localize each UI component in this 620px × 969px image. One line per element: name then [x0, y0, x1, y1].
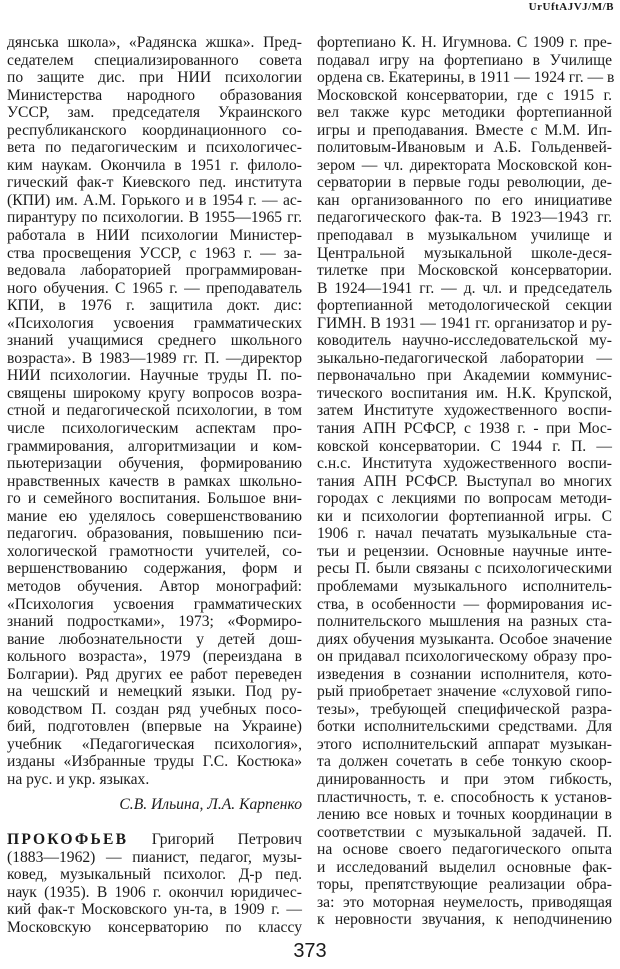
text-line: В 1924—1941 гг. — д. чл. и председатель [317, 279, 612, 297]
text-line: ководитель научно-исследовательской му- [317, 332, 612, 350]
text-line: вета по педагогическим и психологичес- [7, 139, 302, 157]
text-line: тического воспитания им. Н.К. Крупской, [317, 384, 612, 402]
text-line: и исследований выделил основные фак- [317, 858, 612, 876]
right-column [317, 34, 615, 929]
text-line: работала в НИИ психологии Министер- [7, 227, 302, 245]
text-line: ководством П. создан ряд учебных посо- [7, 700, 302, 718]
entry-name-rest: Григорий Петрович [151, 831, 302, 849]
text-line: вершенствованию содержания, форм и [7, 560, 302, 578]
text-line: ства, в особенности — формирования ис- [317, 595, 612, 613]
running-head: UrUftAJVJ/M/B [528, 1, 614, 13]
text-line: кольного возраста», 1979 (переиздана в [7, 648, 302, 666]
text-line: на чешский и немецкий языки. Под ру- [7, 683, 302, 701]
text-line: «Психология усвоения грамматических [7, 595, 302, 613]
text-line: КПИ, в 1976 г. защитила докт. дис: [7, 297, 302, 315]
text-line: стной и педагогической психологии, в том [7, 402, 302, 420]
page-number: 373 [293, 940, 327, 962]
text-line: ведовала лабораторией программирован- [7, 262, 302, 280]
text-line: ковской консерватории. С 1944 г. П. — [317, 437, 612, 455]
text-line: этого исполнительский аппарат музыкан- [317, 735, 612, 753]
text-line: священы широкому кругу вопросов возра- [7, 384, 302, 402]
text-line: за: это моторная неумелость, приводящая [317, 893, 612, 911]
text-line: изданы «Избранные труды Г.С. Костюка» [7, 753, 302, 771]
text-line: ботки исполнительскими средствами. Для [317, 718, 612, 736]
text-line: Центральной музыкальной школе-деся- [317, 244, 612, 262]
text-line: учебник «Педагогическая психология», [7, 735, 302, 753]
text-line: возраста». В 1983—1989 гг. П. —директор [7, 349, 302, 367]
text-line: (КПИ) им. А.М. Горького и в 1954 г. — ас- [7, 191, 302, 209]
text-line: наук (1935). В 1906 г. окончил юридичес- [7, 883, 302, 901]
text-line: ГИМН. В 1931 — 1941 гг. организатор и ру- [317, 314, 612, 332]
text-line: городах с лекциями по вопросам методи- [317, 490, 612, 508]
text-line: методов обучения. Автор монографий: [7, 577, 302, 595]
text-line: вание любознательности у детей дош- [7, 630, 302, 648]
text-line: Министерства народного образования [7, 86, 302, 104]
text-line: го и семейного воспитания. Большое вни- [7, 490, 302, 508]
text-line: преподавал в музыкальном училище и [317, 227, 612, 245]
text-line: полнительского мышления на разных ста- [317, 613, 612, 631]
text-line: знаний учащимися среднего школьного [7, 332, 302, 350]
text-line: Болгарии). Ряд других ее работ переведен [7, 665, 302, 683]
text-line: подавал игру на фортепиано в Училище [317, 51, 612, 69]
text-line: на основе своего педагогического опыта [317, 841, 612, 859]
author-signature: С.В. Ильина, Л.А. Карпенко [119, 795, 302, 813]
entry-first-line [7, 831, 302, 849]
text-line: соответствии с музыкальной задачей. П. [317, 823, 612, 841]
text-line: диях обучения музыканта. Особое значение [317, 630, 612, 648]
text-line: ковед, музыкальный психолог. Д-р пед. [7, 866, 302, 884]
text-line: тьи и рецензии. Основные научные инте- [317, 542, 612, 560]
text-line: тезы», требующей специфической разра- [317, 700, 612, 718]
text-line: пирантуру по психологии. В 1955—1965 гг. [7, 209, 302, 227]
text-line: ки и психологии фортепианной игры. С [317, 507, 612, 525]
text-line: тилетке при Московской консерватории. [317, 262, 612, 280]
text-line: пьютеризации обучения, формированию [7, 455, 302, 473]
text-line: по защите дис. при НИИ психологии [7, 69, 302, 87]
entry-heading: ПРОКОФЬЕВ [7, 831, 129, 849]
text-line: вел также курс методики фортепианной [317, 104, 612, 122]
text-line: 1906 г. начал печатать музыкальные ста- [317, 525, 612, 543]
text-line: тания АПН РСФСР. Выступал во многих [317, 472, 612, 490]
text-line: республиканского координационного со- [7, 121, 302, 139]
text-line: политовым-Ивановым и А.Б. Гольденвей- [317, 139, 612, 157]
text-line: Московской консерватории, где с 1915 г. [317, 86, 612, 104]
text-line: он придавал психологическому образу про- [317, 648, 612, 666]
text-line: знаний подростками», 1973; «Формиро- [7, 613, 302, 631]
text-line: гический фак-т Киевского пед. института [7, 174, 302, 192]
text-line: та должен сочетать в себе тонкую скоор- [317, 753, 612, 771]
text-line: ства просвещения УССР, с 1963 г. — за- [7, 244, 302, 262]
text-line: УССР, зам. председателя Украинского [7, 104, 302, 122]
text-line: проблемами музыкального исполнитель- [317, 577, 612, 595]
text-line: пластичность, т. е. способность к установ- [317, 788, 612, 806]
text-line: «Психология усвоения грамматических [7, 314, 302, 332]
text-line: кий фак-т Московского ун-та, в 1909 г. — [7, 901, 302, 919]
text-line: бий, подготовлен (впервые на Украине) [7, 718, 302, 736]
text-line: фортепиано К. Н. Игумнова. С 1909 г. пре- [317, 34, 612, 51]
text-line: педагогического фак-та. В 1923—1943 гг. [317, 209, 612, 227]
text-line: на рус. и укр. языках. [7, 770, 150, 788]
text-line: кан организованного по его инициативе [317, 191, 612, 209]
text-line: педагогич. образования, повышению пси- [7, 525, 302, 543]
text-line: фортепианной методологической секции [317, 297, 612, 315]
text-line: ордена св. Екатерины, в 1911 — 1924 гг. — в [317, 69, 615, 87]
text-line: числе психологическим аспектам про- [7, 420, 302, 438]
text-line: дянська школа», «Радянска жшка». Пред- [7, 34, 302, 51]
text-line: мание ею уделялось совершенствованию [7, 507, 302, 525]
text-line: ресы П. были связаны с психологическими [317, 560, 612, 578]
text-line: затем Институте художественного воспи- [317, 402, 612, 420]
text-line: Московскую консерваторию по классу [7, 918, 302, 936]
text-line: изведения в сознании исполнителя, кото- [317, 665, 612, 683]
text-line: первоначально при Академии коммунис- [317, 367, 612, 385]
article-end-paragraph [7, 34, 302, 789]
text-line: рый приобретает значение «слуховой гипо- [317, 683, 612, 701]
text-line: НИИ психологии. Научные труды П. по- [7, 367, 302, 385]
text-line: серватории в первые годы революции, де- [317, 174, 612, 192]
text-line: динированность и при этом гибкость, [317, 770, 612, 788]
text-line: игры и преподавания. Вместе с М.М. Ип- [317, 121, 612, 139]
text-line: ного обучения. С 1965 г. — преподаватель [7, 279, 302, 297]
text-line: ким наукам. Окончила в 1951 г. филоло- [7, 156, 302, 174]
text-line: седателем специализированного совета [7, 51, 302, 69]
left-column [7, 34, 302, 936]
text-line: с.н.с. Института художественного воспи- [317, 455, 612, 473]
text-line: (1883—1962) — пианист, педагог, музы- [7, 848, 302, 866]
text-line: к неровности звучания, к неподчинению [317, 911, 612, 929]
text-line: граммирования, алгоритмизации и ком- [7, 437, 302, 455]
entry-prokofiev [7, 831, 302, 936]
text-line: торы, препятствующие реализации обра- [317, 876, 612, 894]
text-line: нравственных качеств в рамках школьно- [7, 472, 302, 490]
text-line: хологической грамотности учителей, со- [7, 542, 302, 560]
text-line: зером — чл. директората Московской кон- [317, 156, 612, 174]
text-line: зыкально-педагогической лаборатории — [317, 349, 612, 367]
text-line: тания АПН РСФСР, с 1938 г. - при Мос- [317, 420, 612, 438]
text-line: лению все новых и точных координации в [317, 806, 612, 824]
